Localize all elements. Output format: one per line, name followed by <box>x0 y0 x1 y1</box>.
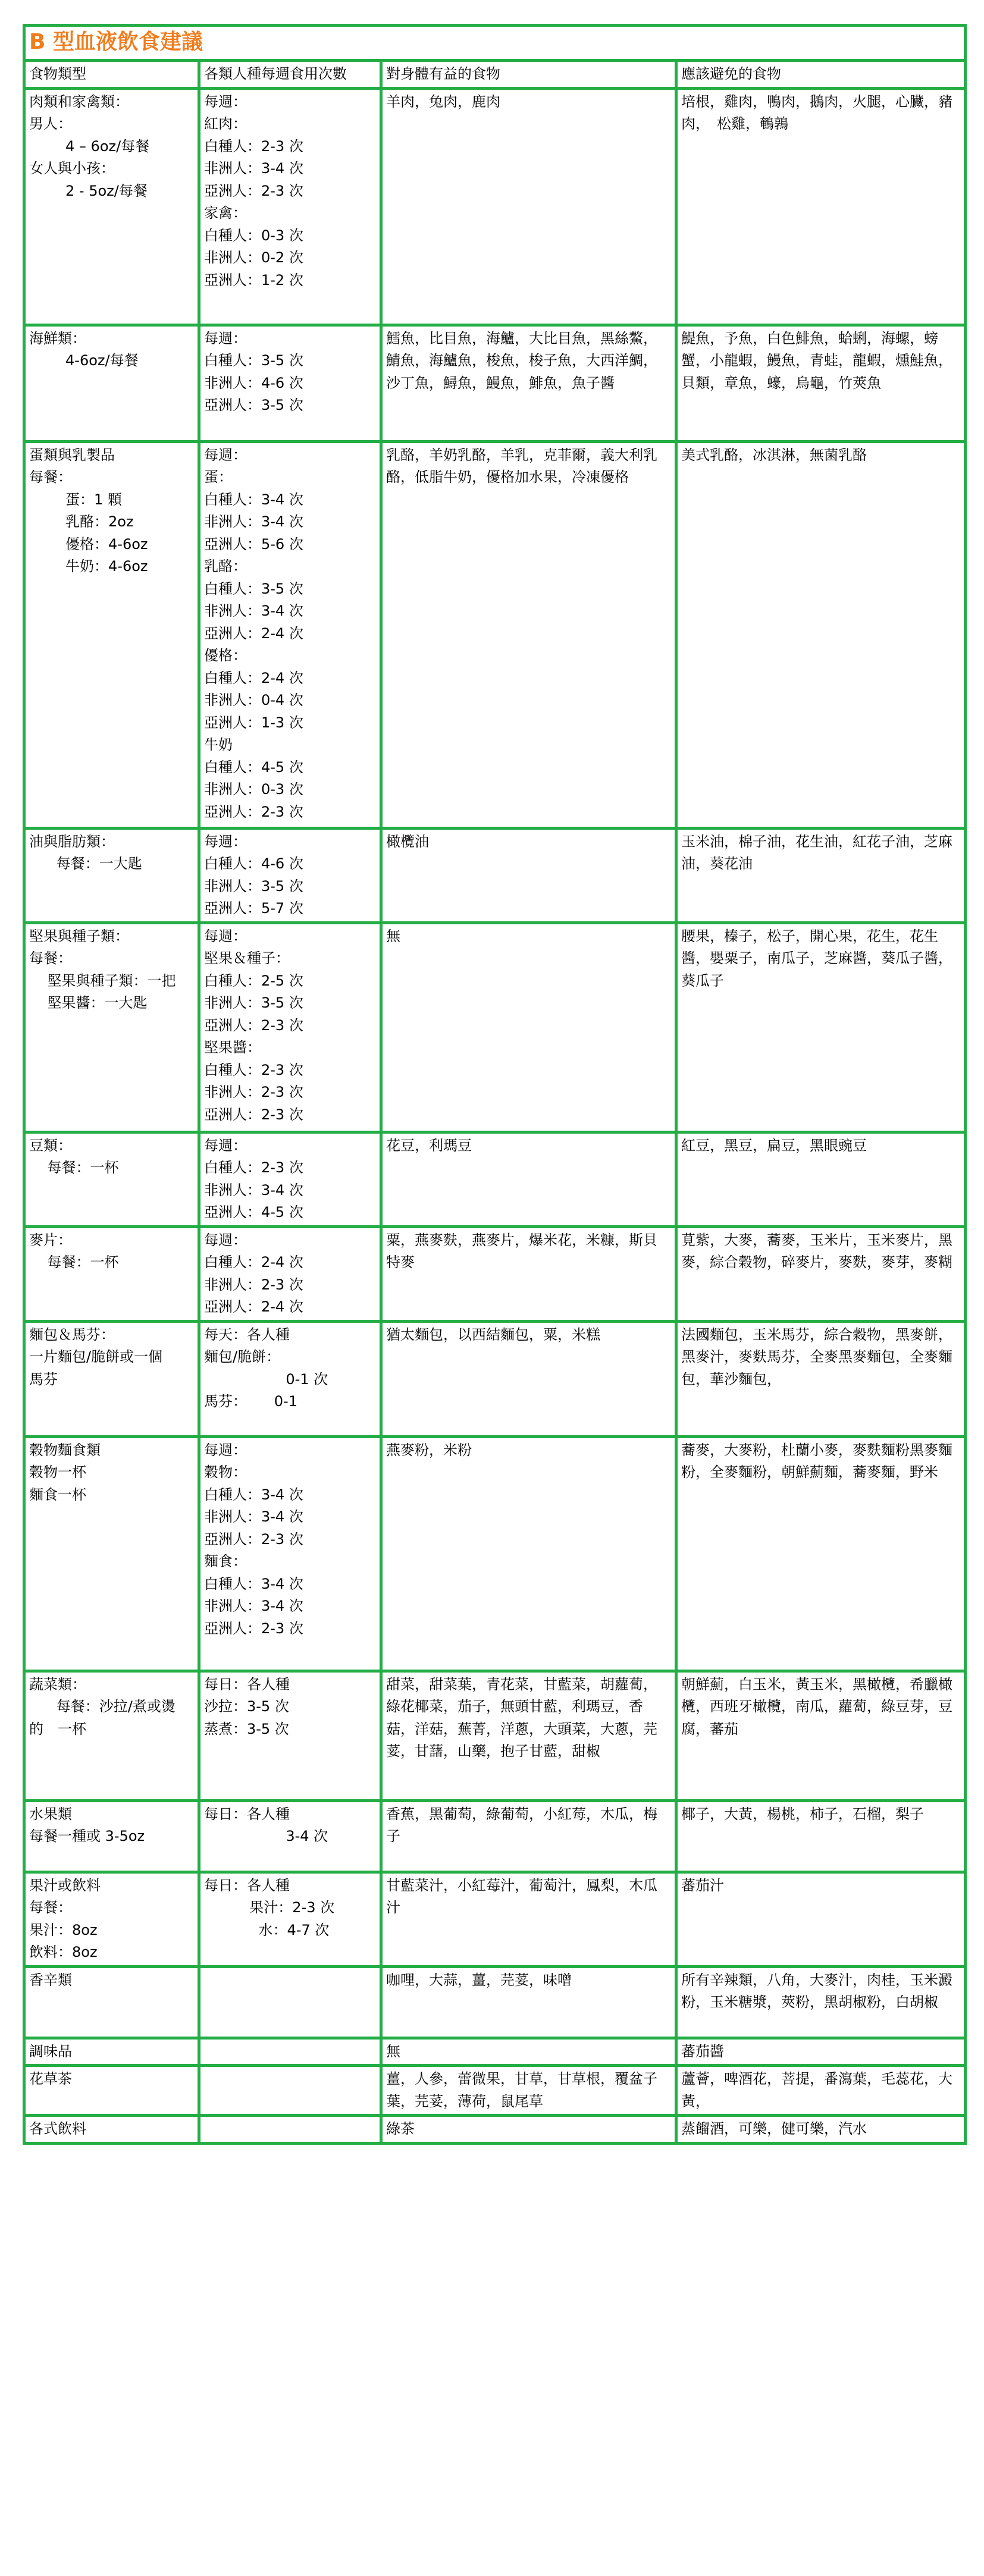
frequency-cell-line: 每日：各人種 <box>204 1877 290 1894</box>
frequency-cell-line: 非洲人：2-3 次 <box>204 1276 303 1293</box>
beneficial-foods-cell-text: 花豆，利瑪豆 <box>386 1137 472 1154</box>
table-row <box>24 2116 966 2144</box>
frequency-cell <box>199 2066 381 2116</box>
frequency-cell <box>199 1966 381 2038</box>
food-type-cell-line: 2 - 5oz/每餐 <box>29 182 148 199</box>
frequency-cell-line: 果汁：2-3 次 <box>204 1899 335 1916</box>
beneficial-foods-cell-text: 無 <box>386 2042 400 2060</box>
frequency-cell-line: 亞洲人：2-3 次 <box>204 1530 303 1548</box>
frequency-cell-line: 白種人：4-6 次 <box>204 855 303 872</box>
beneficial-foods-cell-text: 咖哩，大蒜，薑，芫荽，味噌 <box>386 1971 572 1988</box>
frequency-cell-line: 非洲人：0-3 次 <box>204 781 303 798</box>
food-type-cell-line: 每餐：一杯 <box>29 1254 119 1270</box>
beneficial-foods-cell <box>381 1800 676 1872</box>
beneficial-foods-cell <box>381 1966 676 2038</box>
beneficial-foods-cell <box>381 1872 676 1966</box>
table-row <box>24 1800 966 1872</box>
frequency-cell-line: 蒸煮：3-5 次 <box>204 1720 289 1737</box>
food-type-cell-line: 每餐：一杯 <box>29 1159 119 1176</box>
food-type-cell-line: 每餐一種或 3-5oz <box>29 1828 145 1844</box>
frequency-cell-line: 每週： <box>204 330 247 347</box>
table-row <box>24 1966 966 2038</box>
avoid-foods-cell-text: 蒸餾酒，可樂，健可樂，汽水 <box>681 2120 867 2137</box>
frequency-cell-line: 亞洲人：2-3 次 <box>204 803 303 820</box>
title-row <box>24 26 966 61</box>
avoid-foods-cell-text: 所有辛辣類，八角，大麥汁，肉桂，玉米澱粉，玉米糖漿，莢粉，黑胡椒粉，白胡椒 <box>681 1971 952 2010</box>
beneficial-foods-cell-text: 乳酪，羊奶乳酪，羊乳，克菲爾，義大利乳酪，低脂牛奶，優格加水果，冷凍優格 <box>386 446 657 485</box>
beneficial-foods-cell-text: 香蕉，黑葡萄，綠葡萄，小紅莓，木瓜，梅子 <box>386 1805 657 1844</box>
avoid-foods-cell <box>676 88 966 325</box>
avoid-foods-cell-text: 腰果，榛子，松子，開心果，花生，花生醬，嬰粟子，南瓜子，芝麻醬，葵瓜子醬，葵瓜子 <box>681 927 952 989</box>
food-type-cell-line: 豆類： <box>29 1137 72 1154</box>
frequency-cell-line: 每日：各人種 <box>204 1805 290 1822</box>
avoid-foods-cell-text: 玉米油，棉子油，花生油，紅花子油，芝麻油，葵花油 <box>681 833 952 872</box>
food-type-cell-line: 飲料：8oz <box>29 1944 98 1960</box>
frequency-cell-line: 每週： <box>204 446 247 463</box>
page-title: B 型血液飲食建議 <box>24 26 966 61</box>
food-type-cell <box>24 88 199 325</box>
frequency-cell-line: 非洲人：3-4 次 <box>204 1181 303 1198</box>
beneficial-foods-cell <box>381 828 676 923</box>
beneficial-foods-cell-text: 羊肉，兔肉，鹿肉 <box>386 93 500 110</box>
food-type-cell <box>24 441 199 828</box>
avoid-foods-cell-text: 椰子，大黃，楊桃，柿子，石榴，梨子 <box>681 1805 924 1822</box>
beneficial-foods-cell-text: 甜菜，甜菜葉，青花菜，甘藍菜，胡蘿蔔，綠花椰菜，茄子，無頭甘藍，利瑪豆，香菇，洋菇，蕪菁，洋蔥，大頭菜，大蔥，芫荽，甘藷，山藥，抱子甘藍，甜椒 <box>386 1676 657 1759</box>
avoid-foods-cell <box>676 1436 966 1671</box>
avoid-foods-cell-text: 蕎麥，大麥粉，杜蘭小麥，麥麩麵粉黑麥麵粉，全麥麵粉，朝鮮薊麵，蕎麥麵，野米 <box>681 1441 952 1480</box>
frequency-cell-line: 白種人：2-3 次 <box>204 137 303 155</box>
food-type-cell-line: 堅果醬：一大匙 <box>29 994 148 1011</box>
avoid-foods-cell <box>676 1132 966 1226</box>
food-type-cell-line: 堅果與種子類：一把 <box>29 972 176 989</box>
food-type-cell-line: 油與脂肪類： <box>29 833 115 850</box>
frequency-cell-line: 亞洲人：5-7 次 <box>204 900 303 917</box>
frequency-cell-line: 白種人：2-3 次 <box>204 1159 303 1176</box>
food-type-cell-line: 每餐： <box>29 469 72 485</box>
beneficial-foods-cell <box>381 88 676 325</box>
frequency-cell <box>199 2038 381 2066</box>
table-row <box>24 923 966 1132</box>
food-type-cell-line: 麥片： <box>29 1231 72 1248</box>
beneficial-foods-cell <box>381 2116 676 2144</box>
frequency-cell-line: 白種人：0-3 次 <box>204 227 303 244</box>
frequency-cell-line: 亞洲人：2-4 次 <box>204 1298 303 1315</box>
table-row <box>24 1436 966 1671</box>
avoid-foods-cell <box>676 1872 966 1966</box>
food-type-cell <box>24 1436 199 1671</box>
frequency-cell-line: 每週： <box>204 1137 247 1154</box>
food-type-cell-line: 4 – 6oz/每餐 <box>29 137 150 155</box>
frequency-cell <box>199 1321 381 1436</box>
frequency-cell-line: 亞洲人：3-5 次 <box>204 397 303 413</box>
frequency-cell-line: 優格： <box>204 647 247 664</box>
food-type-cell-line: 海鮮類： <box>29 330 86 347</box>
food-type-cell-line: 蛋類與乳製品 <box>29 446 115 463</box>
frequency-cell-line: 每日：各人種 <box>204 1676 290 1693</box>
avoid-foods-cell-text: 紅豆，黑豆，扁豆，黑眼豌豆 <box>681 1137 867 1154</box>
beneficial-foods-cell <box>381 1226 676 1321</box>
food-type-cell <box>24 923 199 1132</box>
frequency-cell-line: 堅果醬： <box>204 1039 261 1056</box>
frequency-cell-line: 每週： <box>204 1441 247 1458</box>
beneficial-foods-cell-text: 鱈魚，比目魚，海鱸，大比目魚，黑絲鰲，鯖魚，海鱸魚，梭魚，梭子魚，大西洋鯛，沙丁魚，鱘魚，鰻魚，鯡魚，魚子醬 <box>386 330 657 391</box>
frequency-cell-line: 亞洲人：1-3 次 <box>204 714 303 731</box>
frequency-cell <box>199 828 381 923</box>
avoid-foods-cell-text: 蕃茄汁 <box>681 1877 724 1894</box>
table-row <box>24 1132 966 1226</box>
beneficial-foods-cell-text: 甘藍菜汁，小紅莓汁，葡萄汁，鳳梨，木瓜汁 <box>386 1877 657 1916</box>
frequency-cell-line: 3-4 次 <box>204 1828 328 1844</box>
frequency-cell-line: 每天：各人種 <box>204 1326 290 1343</box>
beneficial-foods-cell-text: 薑，人參，蕾微果，甘草，甘草根，覆盆子葉，芫荽，薄荷，鼠尾草 <box>386 2070 657 2110</box>
food-type-cell-line: 蛋：1 顆 <box>29 491 122 508</box>
food-type-cell-line: 牛奶：4-6oz <box>29 558 148 575</box>
frequency-cell-line: 牛奶 <box>204 736 233 753</box>
avoid-foods-cell <box>676 1800 966 1872</box>
beneficial-foods-cell-text: 燕麥粉，米粉 <box>386 1441 472 1458</box>
beneficial-foods-cell <box>381 441 676 828</box>
food-type-cell-line: 一片麵包/脆餅或一個 <box>29 1348 163 1365</box>
frequency-cell-line: 亞洲人：5-6 次 <box>204 535 303 553</box>
food-type-cell-line: 的 一杯 <box>29 1720 86 1737</box>
avoid-foods-cell-text: 蕃茄醬 <box>681 2042 724 2060</box>
frequency-cell-line: 白種人：3-5 次 <box>204 580 303 597</box>
beneficial-foods-cell-text: 橄欖油 <box>386 833 429 850</box>
beneficial-foods-cell <box>381 923 676 1132</box>
food-type-cell <box>24 828 199 923</box>
food-type-cell-line: 果汁：8oz <box>29 1921 98 1938</box>
frequency-cell-line: 亞洲人：1-2 次 <box>204 271 303 288</box>
food-type-cell-line: 各式飲料 <box>29 2120 86 2137</box>
food-type-cell <box>24 2066 199 2116</box>
food-type-cell-line: 每餐： <box>29 950 72 967</box>
frequency-cell-line: 非洲人：3-5 次 <box>204 994 303 1011</box>
food-type-cell-line: 穀物麵食類 <box>29 1441 101 1458</box>
table-row <box>24 441 966 828</box>
food-type-cell-line: 男人： <box>29 115 72 132</box>
frequency-cell-line: 白種人：2-3 次 <box>204 1061 303 1078</box>
avoid-foods-cell-text: 培根，雞肉，鴨肉，鵝肉，火腿，心臟，豬肉， 松雞，鵪鶉 <box>681 93 952 132</box>
food-type-cell <box>24 1800 199 1872</box>
food-type-cell-line: 麵包＆馬芬： <box>29 1326 115 1343</box>
food-type-cell-line: 每餐：沙拉/煮或燙 <box>29 1698 176 1715</box>
header-avoid: 應該避免的食物 <box>676 61 966 89</box>
frequency-cell-line: 白種人：3-5 次 <box>204 352 303 369</box>
beneficial-foods-cell <box>381 1321 676 1436</box>
beneficial-foods-cell <box>381 2038 676 2066</box>
table-row <box>24 325 966 441</box>
frequency-cell-line: 非洲人：3-4 次 <box>204 1598 303 1614</box>
table-row <box>24 1671 966 1800</box>
frequency-cell-line: 非洲人：3-4 次 <box>204 1508 303 1525</box>
frequency-cell-line: 紅肉： <box>204 115 247 132</box>
frequency-cell <box>199 325 381 441</box>
frequency-cell-line: 馬芬： 0-1 <box>204 1393 297 1410</box>
beneficial-foods-cell-text: 猶太麵包，以西結麵包，粟，米糕 <box>386 1326 600 1343</box>
food-type-cell-line: 調味品 <box>29 2042 72 2060</box>
frequency-cell-line: 非洲人：3-4 次 <box>204 603 303 619</box>
food-type-cell-line: 穀物一杯 <box>29 1464 86 1480</box>
beneficial-foods-cell <box>381 325 676 441</box>
avoid-foods-cell-text: 鯷魚，予魚，白色鯡魚，蛤蜊，海螺，螃蟹，小龍蝦，鰻魚，青蛙，龍蝦，燻鮭魚，貝類，章魚，蠔，烏龜，竹莢魚 <box>681 330 952 391</box>
food-type-cell <box>24 1966 199 2038</box>
table-row <box>24 88 966 325</box>
avoid-foods-cell <box>676 828 966 923</box>
header-beneficial: 對身體有益的食物 <box>381 61 676 89</box>
frequency-cell <box>199 1800 381 1872</box>
food-type-cell-line: 花草茶 <box>29 2070 72 2087</box>
frequency-cell-line: 白種人：4-5 次 <box>204 758 303 776</box>
frequency-cell <box>199 1872 381 1966</box>
food-type-cell-line: 水果類 <box>29 1805 72 1822</box>
frequency-cell-line: 乳酪： <box>204 558 247 575</box>
frequency-cell-line: 亞洲人：2-3 次 <box>204 1106 303 1123</box>
frequency-cell-line: 亞洲人：2-3 次 <box>204 1016 303 1034</box>
table-row <box>24 828 966 923</box>
frequency-cell-line: 非洲人：2-3 次 <box>204 1084 303 1100</box>
frequency-cell-line: 家禽： <box>204 205 247 221</box>
avoid-foods-cell <box>676 923 966 1132</box>
frequency-cell-line: 非洲人：0-4 次 <box>204 692 303 708</box>
frequency-cell-line: 沙拉：3-5 次 <box>204 1698 289 1715</box>
avoid-foods-cell <box>676 2116 966 2144</box>
table-row <box>24 1321 966 1436</box>
beneficial-foods-cell-text: 綠茶 <box>386 2120 415 2137</box>
frequency-cell <box>199 441 381 828</box>
frequency-cell-line: 白種人：2-5 次 <box>204 972 303 989</box>
frequency-cell <box>199 1436 381 1671</box>
frequency-cell-line: 每週： <box>204 927 247 945</box>
avoid-foods-cell-text: 美式乳酪，冰淇淋，無菌乳酪 <box>681 446 867 463</box>
frequency-cell <box>199 1671 381 1800</box>
table-row <box>24 1226 966 1321</box>
frequency-cell-line: 白種人：3-4 次 <box>204 491 303 508</box>
frequency-cell-line: 非洲人：4-6 次 <box>204 374 303 391</box>
frequency-cell-line: 非洲人：0-2 次 <box>204 249 303 266</box>
frequency-cell-line: 水：4-7 次 <box>204 1921 330 1938</box>
table-row <box>24 2038 966 2066</box>
frequency-cell-line: 亞洲人：2-3 次 <box>204 1620 303 1637</box>
food-type-cell <box>24 1872 199 1966</box>
food-type-cell-line: 馬芬 <box>29 1370 58 1388</box>
frequency-cell-line: 非洲人：3-4 次 <box>204 160 303 177</box>
beneficial-foods-cell <box>381 1132 676 1226</box>
frequency-cell-line: 蛋： <box>204 469 233 485</box>
food-type-cell <box>24 1671 199 1800</box>
food-type-cell-line: 堅果與種子類： <box>29 927 129 945</box>
frequency-cell-line: 白種人：2-4 次 <box>204 669 303 686</box>
frequency-cell-line: 穀物： <box>204 1464 247 1480</box>
food-type-cell-line: 4-6oz/每餐 <box>29 352 139 369</box>
frequency-cell-line: 每週： <box>204 93 247 110</box>
frequency-cell-line: 堅果＆種子： <box>204 950 290 967</box>
table-row <box>24 2066 966 2116</box>
diet-table <box>23 24 967 2145</box>
food-type-cell <box>24 1226 199 1321</box>
frequency-cell-line: 每週： <box>204 833 247 850</box>
frequency-cell <box>199 88 381 325</box>
frequency-cell-line: 白種人：2-4 次 <box>204 1254 303 1270</box>
frequency-cell <box>199 923 381 1132</box>
food-type-cell <box>24 1321 199 1436</box>
frequency-cell-line: 每週： <box>204 1231 247 1248</box>
food-type-cell-line: 果汁或飲料 <box>29 1877 101 1894</box>
food-type-cell <box>24 2116 199 2144</box>
table-row <box>24 1872 966 1966</box>
avoid-foods-cell <box>676 1966 966 2038</box>
avoid-foods-cell-text: 朝鮮薊，白玉米，黃玉米，黑橄欖，希臘橄欖，西班牙橄欖，南瓜，蘿蔔，綠豆芽，豆腐，蕃茄 <box>681 1676 952 1737</box>
food-type-cell <box>24 325 199 441</box>
beneficial-foods-cell-text: 粟，燕麥麩，燕麥片，爆米花，米糠，斯貝特麥 <box>386 1231 657 1270</box>
frequency-cell-line: 亞洲人：4-5 次 <box>204 1204 303 1220</box>
frequency-cell-line: 非洲人：3-4 次 <box>204 513 303 530</box>
header-food-type: 食物類型 <box>24 61 199 89</box>
frequency-cell-line: 0-1 次 <box>204 1370 328 1388</box>
food-type-cell-line: 肉類和家禽類： <box>29 93 129 110</box>
frequency-cell-line: 麵食： <box>204 1553 247 1570</box>
food-type-cell-line: 麵食一杯 <box>29 1486 86 1503</box>
beneficial-foods-cell <box>381 1671 676 1800</box>
frequency-cell <box>199 2116 381 2144</box>
avoid-foods-cell <box>676 325 966 441</box>
header-frequency: 各類人種每週食用次數 <box>199 61 381 89</box>
avoid-foods-cell <box>676 1226 966 1321</box>
frequency-cell-line: 非洲人：3-5 次 <box>204 877 303 895</box>
header-row <box>24 61 966 89</box>
food-type-cell <box>24 2038 199 2066</box>
food-type-cell-line: 蔬菜類： <box>29 1676 86 1693</box>
beneficial-foods-cell-text: 無 <box>386 927 400 945</box>
avoid-foods-cell-text: 莧紫，大麥，蕎麥，玉米片，玉米麥片，黑麥，綜合穀物，碎麥片，麥麩，麥芽，麥糊 <box>681 1231 952 1270</box>
avoid-foods-cell-text: 法國麵包，玉米馬芬，綜合穀物，黑麥餅，黑麥汁，麥麩馬芬，全麥黑麥麵包，全麥麵包，華沙麵包， <box>681 1326 952 1388</box>
frequency-cell-line: 白種人：3-4 次 <box>204 1486 303 1503</box>
frequency-cell-line: 麵包/脆餅： <box>204 1348 281 1365</box>
beneficial-foods-cell <box>381 1436 676 1671</box>
avoid-foods-cell <box>676 2066 966 2116</box>
avoid-foods-cell <box>676 1321 966 1436</box>
frequency-cell <box>199 1226 381 1321</box>
food-type-cell-line: 香辛類 <box>29 1971 72 1988</box>
food-type-cell-line: 女人與小孩： <box>29 160 115 177</box>
frequency-cell-line: 亞洲人：2-4 次 <box>204 625 303 642</box>
frequency-cell <box>199 1132 381 1226</box>
frequency-cell-line: 白種人：3-4 次 <box>204 1575 303 1592</box>
frequency-cell-line: 亞洲人：2-3 次 <box>204 182 303 199</box>
avoid-foods-cell <box>676 441 966 828</box>
beneficial-foods-cell <box>381 2066 676 2116</box>
food-type-cell-line: 乳酪：2oz <box>29 513 134 530</box>
avoid-foods-cell-text: 蘆薈，啤酒花，菩提，番瀉葉，毛蕊花，大黃， <box>681 2070 952 2110</box>
food-type-cell-line: 每餐： <box>29 1899 72 1916</box>
avoid-foods-cell <box>676 1671 966 1800</box>
food-type-cell <box>24 1132 199 1226</box>
food-type-cell-line: 每餐：一大匙 <box>29 855 142 872</box>
food-type-cell-line: 優格：4-6oz <box>29 535 148 553</box>
avoid-foods-cell <box>676 2038 966 2066</box>
